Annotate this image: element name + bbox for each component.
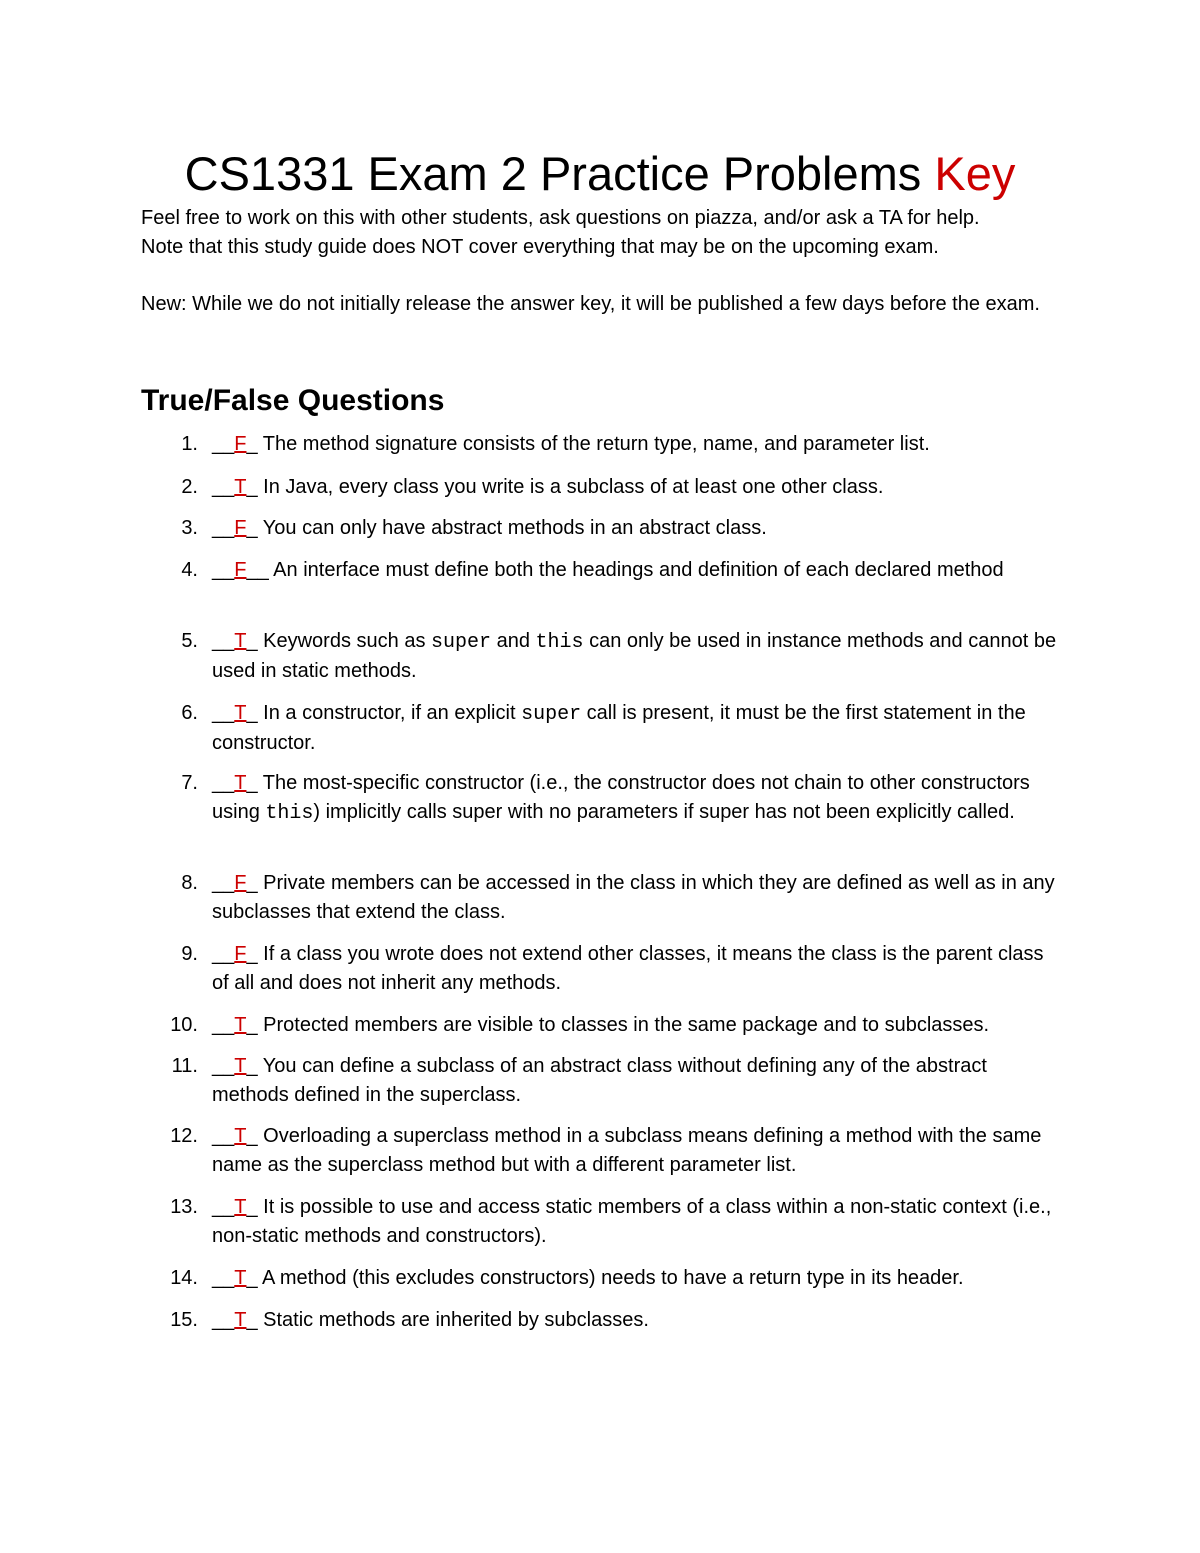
question-number: 15. bbox=[170, 1309, 198, 1331]
answer-letter: T bbox=[234, 1196, 247, 1218]
answer-letter: T bbox=[234, 1055, 247, 1077]
answer-blank bbox=[212, 1014, 258, 1036]
title-key-word: Key bbox=[934, 147, 1016, 200]
blank-suffix: _ bbox=[246, 1014, 258, 1036]
question-number: 1. bbox=[181, 433, 198, 455]
question-text: If a class you wrote does not extend other classes, it means the class is the parent class of all and does not inherit any methods. bbox=[212, 943, 1044, 994]
blank-suffix: _ bbox=[246, 772, 258, 794]
blank-prefix: __ bbox=[212, 517, 235, 539]
page-title bbox=[0, 144, 1200, 204]
question-number: 9. bbox=[181, 943, 198, 965]
answer-blank bbox=[212, 1196, 258, 1218]
question-body bbox=[212, 699, 1064, 758]
question-number: 14. bbox=[170, 1267, 198, 1289]
blank-prefix: __ bbox=[212, 559, 235, 581]
question-body bbox=[212, 627, 1064, 686]
question-text: Private members can be accessed in the class in which they are defined as well as in any subclasses that extend the class. bbox=[212, 872, 1055, 923]
question-text: can only be used in instance methods and cannot be used in static methods. bbox=[212, 630, 1057, 682]
question-text: ) implicitly calls super with no parameters if super has not been explicitly called. bbox=[313, 801, 1015, 823]
blank-suffix: _ bbox=[246, 476, 258, 498]
question-number: 10. bbox=[170, 1014, 198, 1036]
blank-prefix: __ bbox=[212, 476, 235, 498]
blank-suffix: _ bbox=[246, 1055, 258, 1077]
question-text: Overloading a superclass method in a subclass means defining a method with the same name as the superclass method but with a different parameter list. bbox=[212, 1125, 1042, 1176]
question-text: and bbox=[491, 630, 536, 652]
blank-prefix: __ bbox=[212, 1196, 235, 1218]
answer-letter: T bbox=[234, 1267, 247, 1289]
blank-prefix: __ bbox=[212, 943, 235, 965]
blank-suffix: _ bbox=[246, 630, 258, 652]
question-number: 4. bbox=[181, 559, 198, 581]
answer-letter: T bbox=[234, 476, 247, 498]
answer-blank bbox=[212, 872, 258, 894]
answer-blank bbox=[212, 517, 258, 539]
blank-prefix: __ bbox=[212, 872, 235, 894]
blank-prefix: __ bbox=[212, 702, 235, 724]
question-number: 5. bbox=[181, 630, 198, 652]
question-body bbox=[212, 556, 1064, 585]
question-body bbox=[212, 1306, 1064, 1335]
intro-paragraph bbox=[141, 204, 1071, 262]
blank-prefix: __ bbox=[212, 1014, 235, 1036]
question-text: call is present, it must be the first statement in the constructor. bbox=[212, 702, 1026, 754]
blank-suffix: _ bbox=[246, 872, 258, 894]
blank-suffix: _ bbox=[246, 702, 258, 724]
answer-letter: T bbox=[234, 1125, 247, 1147]
answer-letter: F bbox=[234, 433, 247, 455]
question-body bbox=[212, 430, 1064, 459]
question-body bbox=[212, 1193, 1064, 1251]
answer-key-note-text: New: While we do not initially release the answer key, it will be published a few days before the exam. bbox=[141, 293, 1040, 315]
question-number: 2. bbox=[181, 476, 198, 498]
blank-prefix: __ bbox=[212, 1055, 235, 1077]
answer-letter: F bbox=[234, 943, 247, 965]
answer-letter: F bbox=[234, 559, 247, 581]
intro-line-1: Feel free to work on this with other students, ask questions on piazza, and/or ask a TA for help. bbox=[141, 207, 980, 229]
answer-key-note bbox=[141, 290, 1071, 319]
question-body bbox=[212, 869, 1064, 927]
question-number: 8. bbox=[181, 872, 198, 894]
question-text: A method (this excludes constructors) needs to have a return type in its header. bbox=[257, 1267, 964, 1289]
answer-blank bbox=[212, 702, 258, 724]
title-main-text: CS1331 Exam 2 Practice Problems bbox=[184, 147, 935, 200]
question-body bbox=[212, 1011, 1064, 1040]
blank-prefix: __ bbox=[212, 433, 235, 455]
question-number: 12. bbox=[170, 1125, 198, 1147]
answer-letter: T bbox=[234, 772, 247, 794]
answer-letter: T bbox=[234, 702, 247, 724]
answer-blank bbox=[212, 943, 258, 965]
blank-suffix: __ bbox=[246, 559, 269, 581]
question-text: It is possible to use and access static members of a class within a non-static context (i.e., non-static methods and constructors). bbox=[212, 1196, 1052, 1247]
question-text: Keywords such as bbox=[257, 630, 432, 652]
question-body bbox=[212, 1122, 1064, 1180]
question-text: Protected members are visible to classes in the same package and to subclasses. bbox=[257, 1014, 990, 1036]
answer-blank bbox=[212, 772, 258, 794]
answer-blank bbox=[212, 1125, 258, 1147]
question-body bbox=[212, 514, 1064, 543]
question-text: The most-specific constructor (i.e., the constructor does not chain to other constructors using bbox=[212, 772, 1030, 823]
intro-line-2: Note that this study guide does NOT cover everything that may be on the upcoming exam. bbox=[141, 236, 939, 258]
blank-suffix: _ bbox=[246, 1125, 258, 1147]
question-text: You can only have abstract methods in an abstract class. bbox=[257, 517, 767, 539]
section-heading: True/False Questions bbox=[141, 384, 445, 417]
question-text: In a constructor, if an explicit bbox=[257, 702, 522, 724]
question-number: 11. bbox=[171, 1055, 198, 1077]
answer-letter: T bbox=[234, 630, 247, 652]
blank-suffix: _ bbox=[246, 517, 258, 539]
question-body bbox=[212, 769, 1064, 828]
question-body bbox=[212, 1052, 1064, 1110]
blank-prefix: __ bbox=[212, 772, 235, 794]
blank-prefix: __ bbox=[212, 1267, 235, 1289]
blank-suffix: _ bbox=[246, 433, 258, 455]
blank-suffix: _ bbox=[246, 1196, 258, 1218]
answer-letter: F bbox=[234, 872, 247, 894]
answer-letter: T bbox=[234, 1309, 247, 1331]
blank-suffix: _ bbox=[246, 1267, 258, 1289]
question-number: 6. bbox=[181, 702, 198, 724]
blank-prefix: __ bbox=[212, 1125, 235, 1147]
blank-suffix: _ bbox=[246, 1309, 258, 1331]
question-text: The method signature consists of the return type, name, and parameter list. bbox=[257, 433, 930, 455]
code-keyword-super: super bbox=[521, 703, 582, 726]
question-body bbox=[212, 1264, 1064, 1293]
code-keyword-super: super bbox=[431, 631, 492, 654]
answer-blank bbox=[212, 1309, 258, 1331]
code-keyword-this: this bbox=[265, 802, 314, 825]
blank-suffix: _ bbox=[246, 943, 258, 965]
question-text: You can define a subclass of an abstract class without defining any of the abstract methods defined in the superclass. bbox=[212, 1055, 987, 1106]
code-keyword-this: this bbox=[535, 631, 584, 654]
question-text: An interface must define both the headings and definition of each declared method bbox=[268, 559, 1004, 581]
blank-prefix: __ bbox=[212, 1309, 235, 1331]
answer-blank bbox=[212, 1267, 258, 1289]
answer-letter: F bbox=[234, 517, 247, 539]
answer-blank bbox=[212, 559, 269, 581]
question-number: 7. bbox=[181, 772, 198, 794]
answer-blank bbox=[212, 433, 258, 455]
answer-blank bbox=[212, 476, 258, 498]
question-number: 3. bbox=[181, 517, 198, 539]
answer-blank bbox=[212, 1055, 258, 1077]
question-body bbox=[212, 940, 1064, 998]
answer-letter: T bbox=[234, 1014, 247, 1036]
blank-prefix: __ bbox=[212, 630, 235, 652]
question-text: Static methods are inherited by subclasses. bbox=[257, 1309, 649, 1331]
question-number: 13. bbox=[170, 1196, 198, 1218]
answer-blank bbox=[212, 630, 258, 652]
question-body bbox=[212, 473, 1064, 502]
question-text: In Java, every class you write is a subclass of at least one other class. bbox=[257, 476, 884, 498]
